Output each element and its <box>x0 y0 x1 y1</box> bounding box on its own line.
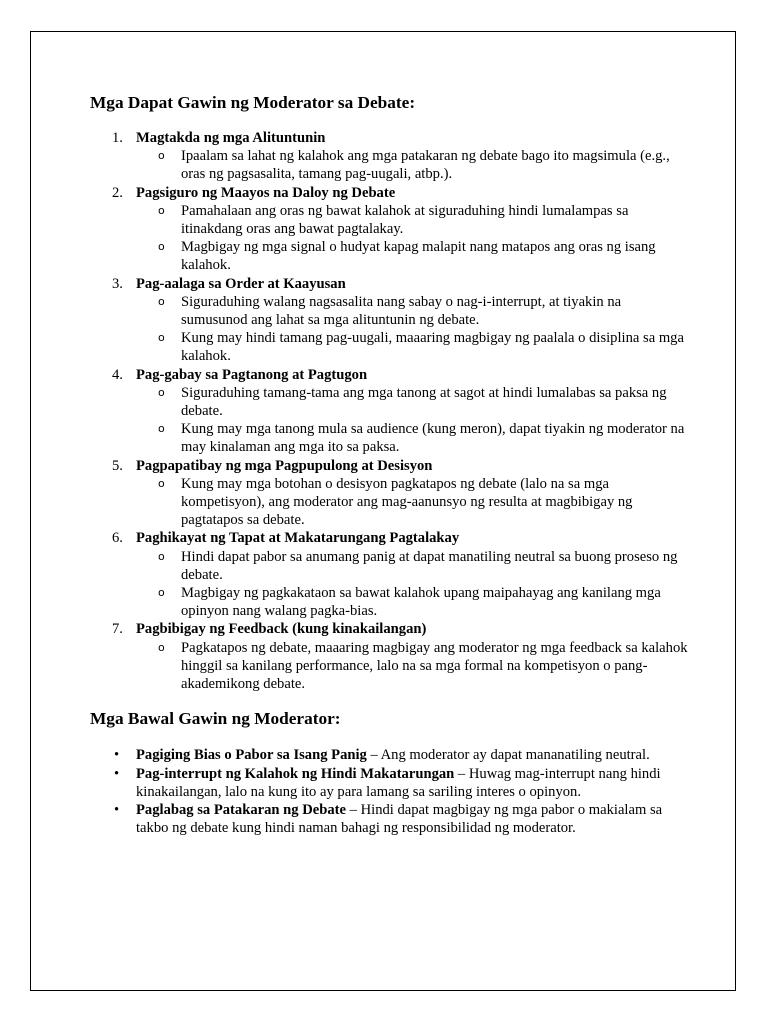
sub-item-text: Pagkatapos ng debate, maaaring magbigay ang moderator ng mga feedback sa kalahok hinggil sa kanilang performance, lalo na sa mga formal na kompetisyon o pang-akademikong debate. <box>181 639 688 693</box>
donts-list <box>90 746 690 837</box>
sub-item-text: Kung may mga botohan o desisyon pagkatapos ng debate (lalo na sa mga kompetisyon), ang moderator ang mag-aanunsyo ng resulta at magbibigay ng pagtatapos sa debate. <box>181 475 633 529</box>
sub-item-text: Siguraduhing tamang-tama ang mga tanong at sagot at hindi lumalabas sa paksa ng debate. <box>181 384 667 420</box>
circle-bullet-icon: o <box>158 549 165 563</box>
sub-item-text: Kung may mga tanong mula sa audience (kung meron), dapat tiyakin ng moderator na may kinalaman ang mga ito sa paksa. <box>181 421 685 456</box>
sub-item-text: Siguraduhing walang nagsasalita nang sabay o nag-i-interrupt, at tiyakin na sumusunod ang lahat sa mga alituntunin ng debate. <box>181 293 622 329</box>
sub-list-item <box>136 584 690 620</box>
item-number: 1. <box>112 130 123 146</box>
circle-bullet-icon: o <box>158 422 165 436</box>
sub-list-item <box>136 293 690 329</box>
item-title: Pagbibigay ng Feedback (kung kinakailangan) <box>136 621 427 638</box>
list-item <box>90 366 690 457</box>
document-content <box>90 92 690 837</box>
sub-list-item <box>136 238 690 274</box>
item-number: 6. <box>112 530 123 547</box>
bullet-icon: • <box>114 747 120 764</box>
sub-list-item <box>136 548 690 584</box>
item-number: 7. <box>112 621 123 638</box>
bullet-item-title: Paglabag sa Patakaran ng Debate <box>136 801 346 818</box>
circle-bullet-icon: o <box>158 203 165 217</box>
circle-bullet-icon: o <box>158 476 165 490</box>
sub-item-text: Pamahalaan ang oras ng bawat kalahok at siguraduhing hindi lumalampas sa itinakdang oras ang bawat pagtalakay. <box>181 202 629 238</box>
list-item <box>90 275 690 366</box>
item-number: 4. <box>112 366 123 383</box>
item-title: Magtakda ng mga Alituntunin <box>136 130 326 146</box>
circle-bullet-icon: o <box>158 240 165 254</box>
sub-list <box>136 475 690 530</box>
dos-heading: Mga Dapat Gawin ng Moderator sa Debate: <box>90 93 416 112</box>
item-number: 3. <box>112 275 123 292</box>
bullet-icon: • <box>114 801 120 818</box>
sub-item-text: Kung may hindi tamang pag-uugali, maaaring magbigay ng paalala o disiplina sa mga kalahok. <box>181 330 684 365</box>
item-title: Pag-gabay sa Pagtanong at Pagtugon <box>136 366 368 383</box>
sub-list-item <box>136 420 690 456</box>
sub-list-item <box>136 384 690 420</box>
list-item <box>90 457 690 530</box>
sub-list <box>136 548 690 621</box>
circle-bullet-icon: o <box>158 385 165 399</box>
sub-item-text: Hindi dapat pabor sa anumang panig at dapat manatiling neutral sa buong proseso ng debate. <box>181 548 678 583</box>
list-item <box>90 129 690 184</box>
bullet-item-text: – Ang moderator ay dapat mananatiling neutral. <box>366 747 650 764</box>
sub-list <box>136 639 690 694</box>
sub-item-text: Ipaalam sa lahat ng kalahok ang mga patakaran ng debate bago ito magsimula (e.g., oras ng pagsasalita, tamang pag-uugali, atbp.). <box>181 148 670 183</box>
bullet-item-text: – Huwag mag-interrupt nang hindi kinakailangan, lalo na kung ito ay para lamang sa sariling interes o opinyon. <box>136 765 661 800</box>
sub-item-text: Magbigay ng mga signal o hudyat kapag malapit nang matapos ang oras ng isang kalahok. <box>181 239 656 274</box>
list-item <box>90 529 690 620</box>
circle-bullet-icon: o <box>158 149 165 163</box>
dos-list <box>90 129 690 693</box>
bullet-item-title: Pagiging Bias o Pabor sa Isang Panig <box>136 747 367 764</box>
circle-bullet-icon: o <box>158 331 165 345</box>
item-number: 2. <box>112 184 123 201</box>
circle-bullet-icon: o <box>158 640 165 654</box>
donts-heading: Mga Bawal Gawin ng Moderator: <box>90 709 341 729</box>
sub-list <box>136 202 690 275</box>
sub-list-item <box>136 147 690 183</box>
bullet-icon: • <box>114 765 120 782</box>
list-item <box>90 184 690 275</box>
bullet-item-title: Pag-interrupt ng Kalahok ng Hindi Makatarungan <box>136 765 455 782</box>
sub-list-item <box>136 329 690 365</box>
item-title: Pagsiguro ng Maayos na Daloy ng Debate <box>136 184 396 201</box>
sub-list <box>136 384 690 457</box>
sub-list-item <box>136 639 690 694</box>
bullet-item-text: – Hindi dapat magbigay ng mga pabor o makialam sa takbo ng debate kung hindi naman bahagi ng responsibilidad ng moderator. <box>136 801 663 837</box>
item-number: 5. <box>112 457 123 474</box>
sub-list <box>136 147 690 183</box>
item-title: Paghikayat ng Tapat at Makatarungang Pagtalakay <box>136 530 460 547</box>
list-item <box>90 620 690 693</box>
circle-bullet-icon: o <box>158 294 165 308</box>
sub-list-item <box>136 475 690 530</box>
item-title: Pag-aalaga sa Order at Kaayusan <box>136 275 346 292</box>
bullet-item <box>90 765 690 801</box>
sub-list <box>136 293 690 366</box>
bullet-item <box>90 746 690 764</box>
item-title: Pagpapatibay ng mga Pagpupulong at Desisyon <box>136 457 433 474</box>
sub-item-text: Magbigay ng pagkakataon sa bawat kalahok upang maipahayag ang kanilang mga opinyon nang walang pagka-bias. <box>181 585 661 620</box>
sub-list-item <box>136 202 690 238</box>
circle-bullet-icon: o <box>158 586 165 600</box>
bullet-item <box>90 801 690 837</box>
